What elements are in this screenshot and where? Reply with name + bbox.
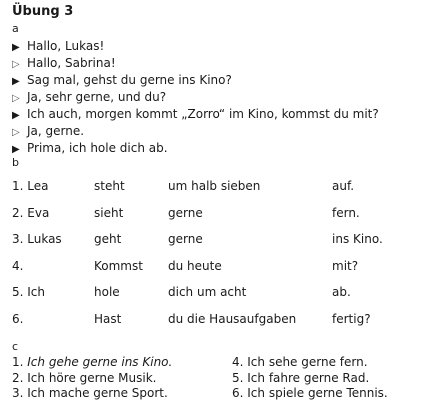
table-cell: dich um acht xyxy=(168,285,247,299)
table-cell: 1. Lea xyxy=(12,179,49,193)
dialogue-text: Ja, gerne. xyxy=(27,124,85,138)
table-cell: 4. xyxy=(12,258,24,273)
table-cell: 5. Ich xyxy=(12,285,46,299)
play-filled-icon: ▶ xyxy=(12,144,20,155)
table-row xyxy=(12,256,422,283)
answer-item: 5. Ich fahre gerne Rad. xyxy=(232,370,370,385)
dialogue-line xyxy=(12,106,422,123)
table-cell: du die Hausaufgaben xyxy=(168,311,297,326)
table-cell: um halb sieben xyxy=(168,179,261,193)
play-filled-icon: ▶ xyxy=(12,42,20,53)
dialogue-line xyxy=(12,38,422,55)
dialogue-text: Ich auch, morgen kommt „Zorro“ im Kino, kommst du mit? xyxy=(27,107,379,121)
answer-example-text: Ich gehe gerne ins Kino. xyxy=(27,355,173,369)
table-cell: hole xyxy=(94,285,120,299)
table-cell: mit? xyxy=(332,258,359,273)
table-cell: auf. xyxy=(332,179,355,193)
play-filled-icon: ▶ xyxy=(12,110,20,121)
exercise-title: Übung 3 xyxy=(12,4,74,19)
answer-number: 1. xyxy=(12,355,28,369)
table-cell: Hast xyxy=(94,311,122,326)
table-cell: gerne xyxy=(168,232,203,246)
table-cell: geht xyxy=(94,232,122,246)
table-cell: fertig? xyxy=(332,311,371,326)
dialogue-text: Hallo, Sabrina! xyxy=(27,56,116,70)
dialogue-line xyxy=(12,140,422,157)
table-row xyxy=(12,176,422,203)
answer-item: 6. Ich spiele gerne Tennis. xyxy=(232,386,388,400)
table-cell: ins Kino. xyxy=(332,232,383,246)
dialogue-line xyxy=(12,89,422,106)
sentence-table xyxy=(12,176,422,335)
section-a-label: a xyxy=(12,22,19,35)
table-cell: steht xyxy=(94,179,125,193)
table-cell: 6. xyxy=(12,311,24,326)
dialogue-text: Sag mal, gehst du gerne ins Kino? xyxy=(27,73,232,87)
answer-item: 3. Ich mache gerne Sport. xyxy=(12,386,168,400)
dialogue xyxy=(12,38,422,157)
play-outline-icon: ▷ xyxy=(12,59,20,70)
table-row xyxy=(12,203,422,230)
table-row xyxy=(12,282,422,309)
answer-item xyxy=(12,355,172,371)
table-cell: 2. Eva xyxy=(12,205,50,220)
table-cell: Kommst xyxy=(94,258,143,273)
dialogue-text: Prima, ich hole dich ab. xyxy=(27,141,168,155)
section-c-label: c xyxy=(12,340,19,353)
table-cell: du heute xyxy=(168,258,222,273)
answer-item: 2. Ich höre gerne Musik. xyxy=(12,370,157,385)
table-row xyxy=(12,309,422,336)
answer-item: 4. Ich sehe gerne fern. xyxy=(232,355,368,369)
play-filled-icon: ▶ xyxy=(12,76,20,87)
dialogue-line xyxy=(12,123,422,140)
table-cell: fern. xyxy=(332,205,360,220)
section-b-label: b xyxy=(12,156,19,169)
answers-right-column xyxy=(232,355,388,402)
dialogue-line xyxy=(12,72,422,89)
dialogue-text: Hallo, Lukas! xyxy=(27,39,105,53)
table-cell: sieht xyxy=(94,205,124,220)
table-row xyxy=(12,229,422,256)
table-cell: 3. Lukas xyxy=(12,232,62,246)
play-outline-icon: ▷ xyxy=(12,93,20,104)
table-cell: gerne xyxy=(168,205,203,220)
play-outline-icon: ▷ xyxy=(12,127,20,138)
answers-left-column xyxy=(12,355,172,402)
dialogue-text: Ja, sehr gerne, und du? xyxy=(27,90,167,104)
table-cell: ab. xyxy=(332,285,351,299)
dialogue-line xyxy=(12,55,422,72)
